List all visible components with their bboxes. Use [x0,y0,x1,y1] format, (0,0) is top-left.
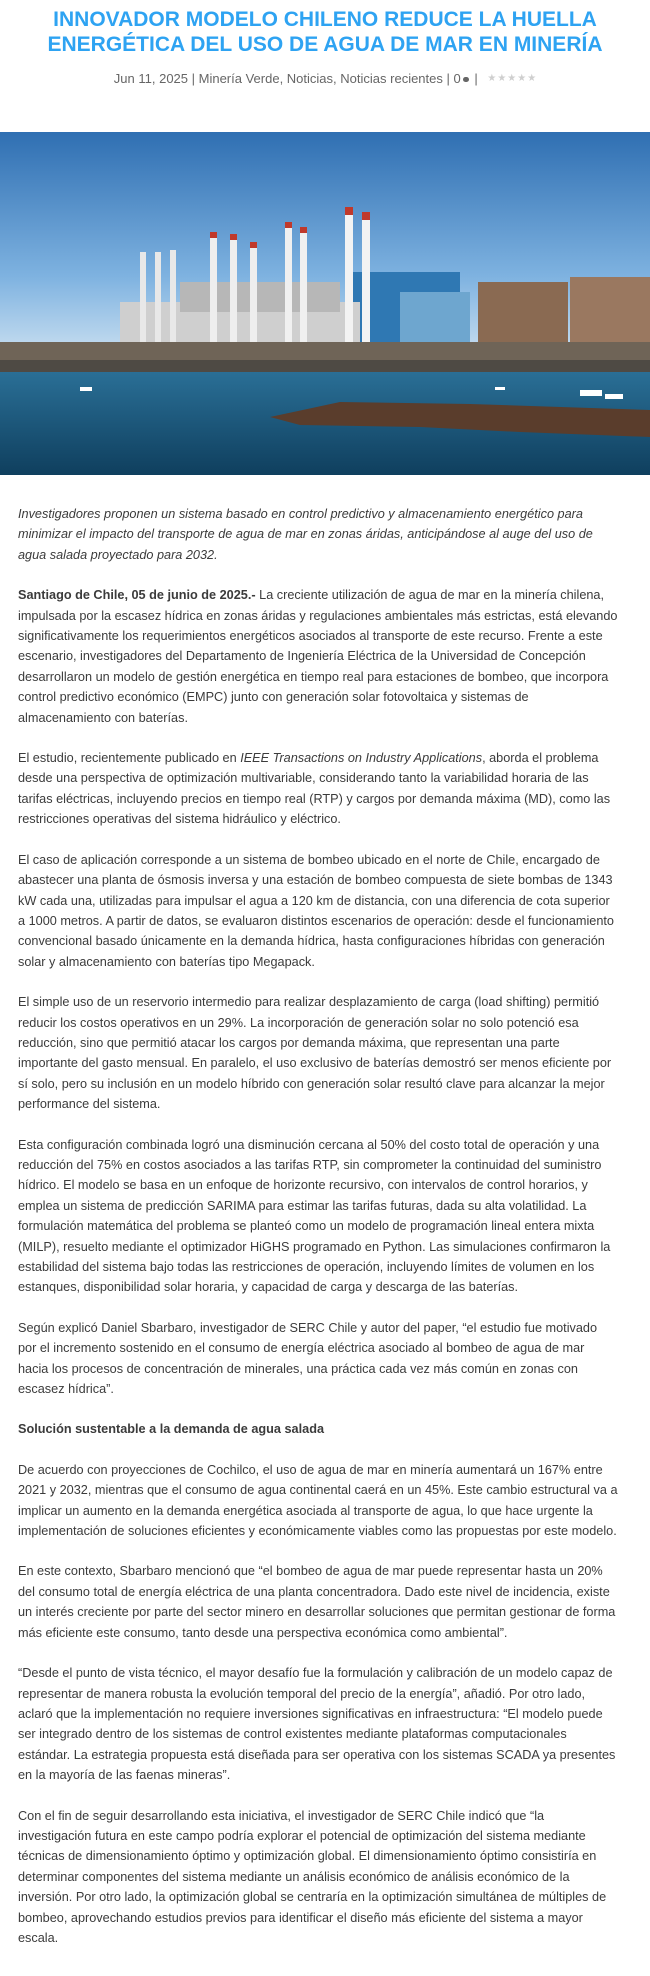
paragraph-3: El caso de aplicación corresponde a un sistema de bombeo ubicado en el norte de Chile, encargado de abastecer una planta de ósmosis inversa y una estación de bombeo compuesta de siete bombas de 1343 kW cada una, utilizadas para impulsar el agua a 120 km de distancia, con una diferencia de cota superior a 1000 metros. A partir de datos, se evaluaron distintos escenarios de operación: desde el funcionamiento convencional basado únicamente en la demanda hídrica, hasta configuraciones híbridas con generación solar y almacenamiento con baterías tipo Megapack. [18,852,614,969]
article-header [0,0,650,87]
article-lead: Investigadores proponen un sistema basado en control predictivo y almacenamiento energético para minimizar el impacto del transporte de agua de mar en zonas áridas, anticipándose al auge del uso de agua salada proyectado para 2032. [18,507,593,562]
category-link-noticias-recientes[interactable]: Noticias recientes [340,71,443,86]
paragraph-10: Con el fin de seguir desarrollando esta iniciativa, el investigador de SERC Chile indicó que “la investigación futura en este campo podría explorar el potencial de optimización del sistema mediante técnicas de dimensionamiento óptimo y optimización global. El dimensionamiento óptimo consistiría en determinar componentes del sistema mediante un análisis económico de análisis económico de la inversión. Por otro lado, la optimización global se centraría en la optimización simultánea de múltiples de bombeo, aprovechando estudios previos para identificar el diseño más eficiente del sistema a mayor escala. [18,1808,607,1945]
paragraph-1: Santiago de Chile, 05 de junio de 2025.- La creciente utilización de agua de mar en la minería chilena, impulsada por la escasez hídrica en zonas áridas y regulaciones ambientales más estrictas, está elevando significativamente los requerimientos energéticos asociados al transporte de este recurso. Frente a este escenario, investigadores del Departamento de Ingeniería Eléctrica de la Universidad de Concepción desarrollaron un modelo de gestión energética en tiempo real para estaciones de bombeo, que incorpora control predictivo económico (EMPC) junto con generación solar fotovoltaica y sistemas de almacenamiento con baterías. [18,588,618,725]
industrial-plant-illustration [0,132,650,475]
star-icon[interactable]: ★ [517,73,527,84]
journal-name: IEEE Transactions on Industry Applications [240,751,483,766]
article-body [18,504,618,1968]
star-icon[interactable]: ★ [507,73,517,84]
article-title: INNOVADOR MODELO CHILENO REDUCE LA HUELLA ENERGÉTICA DEL USO DE AGUA DE MAR EN MINERÍA [47,8,603,56]
comment-icon [463,77,469,82]
rating-stars[interactable] [487,74,536,84]
paragraph-4: El simple uso de un reservorio intermedio para realizar desplazamiento de carga (load shifting) permitió reducir los costos operativos en un 29%. La incorporación de generación solar no solo potenció esa reducción, sino que permitió atacar los cargos por demanda máxima, que representan una parte importante del gasto mensual. En paralelo, el uso exclusivo de baterías demostró ser menos eficiente por sí solo, pero su inclusión en un modelo híbrido con generación solar resultó clave para alcanzar la mejor performance del sistema. [18,995,612,1112]
meta-separator: | [442,71,454,86]
category-link-noticias[interactable]: Noticias [286,71,334,86]
paragraph-5: Esta configuración combinada logró una disminución cercana al 50% del costo total de operación y una reducción del 75% en costos asociados a las tarifas RTP, sin comprometer la continuidad del suministro hídrico. El modelo se basa en un enfoque de horizonte recursivo, con intervalos de control horarios, y emplea un sistema de predicción SARIMA para estimar las tarifas futuras, dada su alta volatilidad. La formulación matemática del problema se planteó como un modelo de programación lineal entera mixta (MILP), resuelto mediante el optimizador HiGHS programado en Python. Las simulaciones confirmaron la estabilidad del sistema bajo todas las restricciones de operación, incluyendo límites de volumen en los estanques, disponibilidad solar horaria, y capacidad de carga y descarga de las baterías. [18,1137,611,1295]
category-link-mineria-verde[interactable]: Minería Verde [198,71,280,86]
meta-separator: | [470,71,482,86]
star-icon[interactable]: ★ [487,73,497,84]
dateline: Santiago de Chile, 05 de junio de 2025.- [18,588,256,603]
star-icon[interactable]: ★ [527,73,537,84]
star-icon[interactable]: ★ [497,73,507,84]
paragraph-7: De acuerdo con proyecciones de Cochilco, el uso de agua de mar en minería aumentará un 167% entre 2021 y 2032, mientras que el consumo de agua continental caerá en un 45%. Este cambio estructural va a implicar un aumento en la demanda energética asociada al transporte de agua, lo que hace urgente la implementación de soluciones eficientes y económicamente viables como las propuestas por este modelo. [18,1462,618,1539]
post-meta: Jun 11, 2025 | Minería Verde , Noticias , Noticias recientes | 0 | ★ ★ ★ ★ ★ [113,71,537,86]
hero-image [0,132,650,475]
paragraph-9: “Desde el punto de vista técnico, el mayor desafío fue la formulación y calibración de un modelo capaz de representar de manera robusta la evolución temporal del precio de la energía”, añadió. Por otro lado, aclaró que la implementación no requiere inversiones significativas en infraestructura: “El modelo puede ser integrado dentro de los sistemas de control existentes mediante plataformas computacionales estándar. La estrategia propuesta está diseñada para ser operativa con los sistemas SCADA ya presentes en la mayoría de las faenas mineras”. [18,1666,616,1783]
paragraph-2: El estudio, recientemente publicado en IEEE Transactions on Industry Applications, aborda el problema desde una perspectiva de optimización multivariable, considerando tanto la variabilidad horaria de las tarifas eléctricas, incluyendo precios en tiempo real (RTP) y cargos por demanda máxima (MD), como las restricciones operativas del sistema hidráulico y eléctrico. [18,751,611,827]
post-date: Jun 11, 2025 [113,71,189,86]
meta-separator: | [188,71,199,86]
paragraph-8: En este contexto, Sbarbaro mencionó que “el bombeo de agua de mar puede representar hasta un 20% del consumo total de energía eléctrica de una planta concentradora. Dado este nivel de incidencia, existe un interés creciente por parte del sector minero en desarrollar soluciones que permitan gestionar de forma más eficiente este consumo, tanto desde una perspectiva económica como ambiental”. [18,1564,616,1640]
section-heading: Solución sustentable a la demanda de agua salada [18,1422,325,1437]
comments-count-link[interactable]: 0 [453,71,461,86]
paragraph-6: Según explicó Daniel Sbarbaro, investigador de SERC Chile y autor del paper, “el estudio fue motivado por el incremento sostenido en el consumo de energía eléctrica asociado al bombeo de agua de mar hacia los procesos de concentración de minerales, una práctica cada vez más común en zonas con escasez hídrica”. [18,1320,598,1397]
